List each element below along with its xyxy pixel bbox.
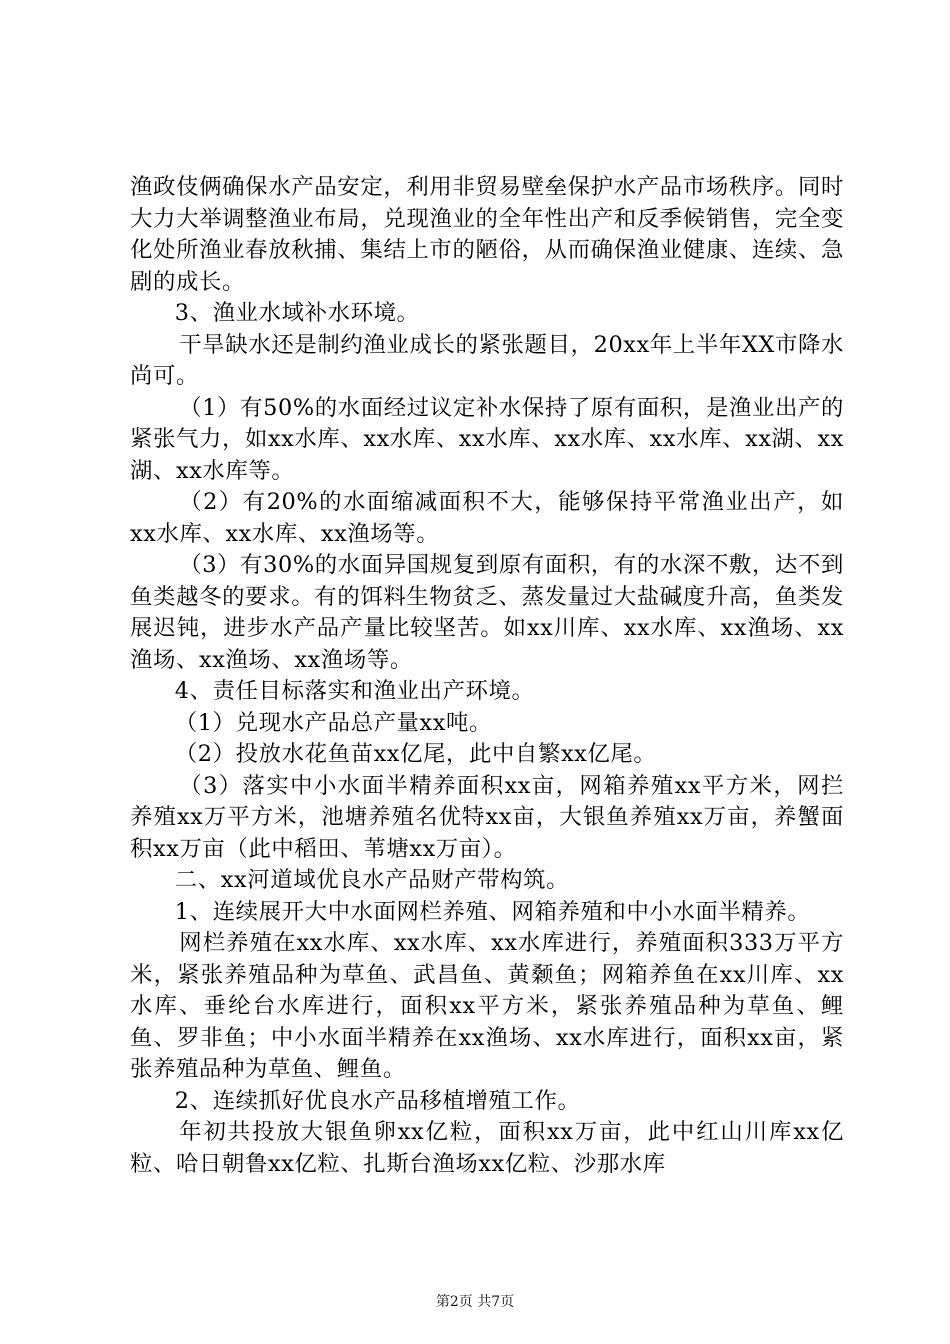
list-item: （2）投放水花鱼苗xx亿尾，此中自繁xx亿尾。 [174, 741, 657, 767]
list-item: （1）兑现水产品总产量xx吨。 [174, 709, 492, 736]
paragraph: 干旱缺水还是制约渔业成长的紧张题目，20xx年上半年XX市降水尚可。 [130, 331, 844, 389]
section-heading: 3、渔业水域补水环境。 [174, 300, 420, 326]
paragraph: 网栏养殖在xx水库、xx水库、xx水库进行，养殖面积333万平方米，紧张养殖品种为草鱼、武昌鱼、黄颡鱼；网箱养鱼在xx川库、xx水库、垂纶台水库进行，面积xx平方米，紧张养殖品种为草鱼、鲤鱼、罗非鱼；中小水面半精养在xx渔场、xx水库进行，面积xx亩，紧张养殖品种为草鱼、鲤鱼。 [130, 930, 844, 1082]
list-item: （3）有30%的水面异国规复到原有面积，有的水深不敷，达不到鱼类越冬的要求。有的饵料生物贫乏、蒸发量过大盐碱度升高，鱼类发展迟钝，进步水产品产量比较坚苦。如xx川库、xx水库、xx渔场、xx渔场、xx渔场、xx渔场等。 [130, 552, 844, 673]
section-heading: 2、连续抓好优良水产品移植增殖工作。 [174, 1087, 581, 1114]
list-item: （1）有50%的水面经过议定补水保持了原有面积，是渔业出产的紧张气力，如xx水库、xx水库、xx水库、xx水库、xx水库、xx湖、xx湖、xx水库等。 [130, 394, 844, 484]
paragraph: 年初共投放大银鱼卵xx亿粒，面积xx万亩，此中红山川库xx亿粒、哈日朝鲁xx亿粒、扎斯台渔场xx亿粒、沙那水库 [130, 1119, 844, 1177]
section-heading: 二、xx河道域优良水产品财产带构筑。 [174, 867, 570, 893]
paragraph: 渔政伎俩确保水产品安定，利用非贸易壁垒保护水产品市场秩序。同时大力大举调整渔业布局，兑现渔业的全年性出产和反季候销售，完全变化处所渔业春放秋捕、集结上市的陋俗，从而确保渔业健康、连续、急剧的成长。 [130, 174, 844, 295]
section-heading: 4、责任目标落实和渔业出产环境。 [174, 678, 535, 704]
page-number: 第2页 共7页 [435, 1294, 515, 1310]
list-item: （3）落实中小水面半精养面积xx亩，网箱养殖xx平方米，网拦养殖xx万平方米，池塘养殖名优特xx亩，大银鱼养殖xx万亩，养蟹面积xx万亩（此中稻田、苇塘xx万亩）。 [130, 772, 844, 862]
document-body [130, 172, 844, 1180]
page-footer [0, 1293, 950, 1311]
section-heading: 1、连续展开大中水面网栏养殖、网箱养殖和中小水面半精养。 [174, 898, 811, 925]
list-item: （2）有20%的水面缩减面积不大，能够保持平常渔业出产，如xx水库、xx水库、xx渔场等。 [130, 489, 844, 547]
